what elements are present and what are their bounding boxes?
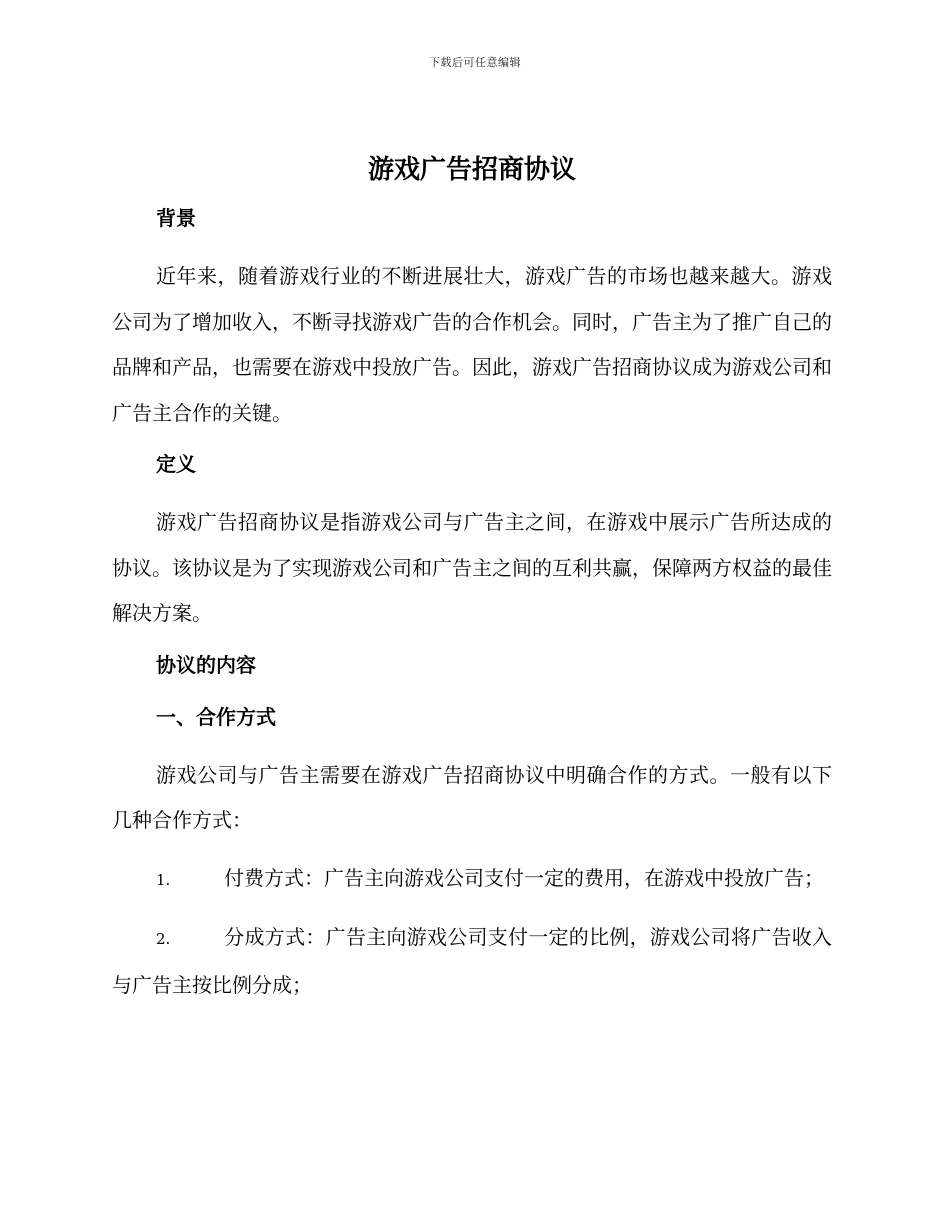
section-heading-cooperation: 一、合作方式 (156, 704, 276, 729)
list-item-text: 分成方式：广告主向游戏公司支付一定的比例，游戏公司将广告收入与广告主按比例分成； (112, 925, 832, 997)
paragraph-background: 近年来，随着游戏行业的不断进展壮大，游戏广告的市场也越来越大。游戏公司为了增加收入，不断寻找游戏广告的合作机会。同时，广告主为了推广自己的品牌和产品，也需要在游戏中投放广告。因此，游戏广告招商协议成为游戏公司和广告主合作的关键。 (112, 264, 832, 425)
list-item-number: 1. (156, 870, 171, 889)
page-header-note: 下载后可任意编辑 (429, 56, 521, 69)
document-title: 游戏广告招商协议 (367, 155, 576, 185)
paragraph-definition: 游戏广告招商协议是指游戏公司与广告主之间，在游戏中展示广告所达成的协议。该协议是为了实现游戏公司和广告主之间的互利共赢，保障两方权益的最佳解决方案。 (112, 510, 832, 625)
list-item (112, 856, 832, 904)
list-item (112, 915, 832, 1008)
list-item-number: 2. (156, 930, 171, 948)
section-heading-content: 协议的内容 (156, 652, 256, 677)
list-item-text: 付费方式：广告主向游戏公司支付一定的费用，在游戏中投放广告； (224, 865, 824, 890)
section-heading-definition: 定义 (156, 452, 196, 476)
section-heading-background: 背景 (156, 206, 196, 230)
document-body (112, 150, 832, 1020)
paragraph-cooperation-intro: 游戏公司与广告主需要在游戏广告招商协议中明确合作的方式。一般有以下几种合作方式： (112, 762, 832, 832)
